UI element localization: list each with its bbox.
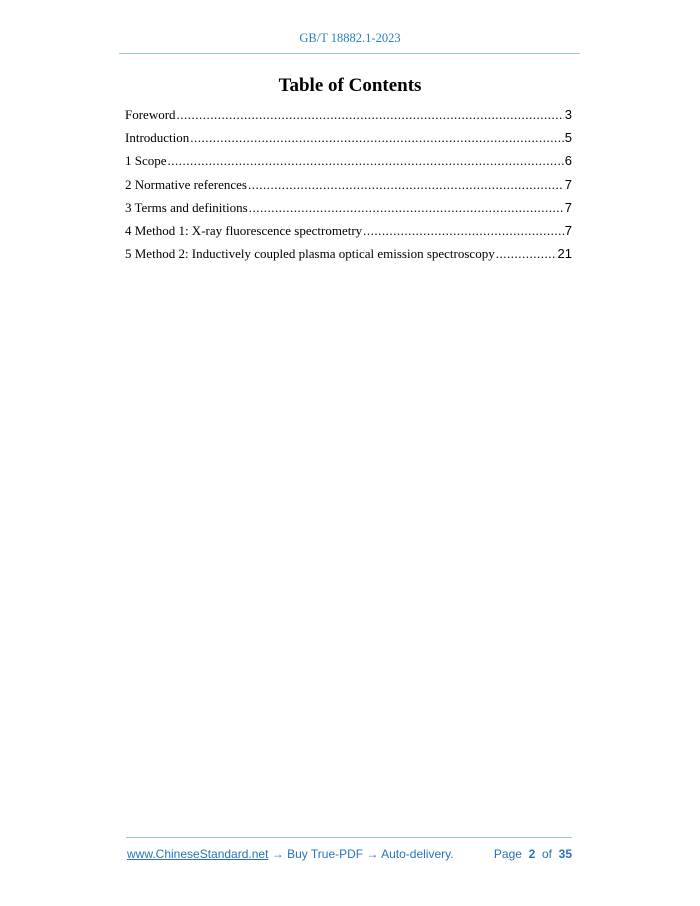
- toc-entry-label: 2 Normative references: [125, 176, 247, 192]
- toc-entry-introduction[interactable]: [125, 130, 572, 153]
- page-indicator: [494, 847, 572, 861]
- toc-entry-terms-and-definitions[interactable]: [125, 200, 572, 223]
- toc-leader-dots: [248, 177, 564, 193]
- toc-entry-page: 7: [564, 176, 572, 192]
- document-header: GB/T 18882.1-2023: [299, 31, 401, 45]
- header-divider: [119, 53, 580, 54]
- toc-entry-method-2[interactable]: [125, 246, 572, 269]
- toc-title: Table of Contents: [278, 75, 422, 96]
- toc-leader-dots: [177, 107, 564, 123]
- toc-entry-label: 3 Terms and definitions: [125, 199, 248, 215]
- toc-entry-foreword[interactable]: [125, 107, 572, 130]
- of-word: of: [541, 847, 552, 861]
- page-footer: [127, 847, 572, 861]
- toc-entry-page: 7: [564, 199, 572, 215]
- total-pages-number: 35: [558, 847, 572, 861]
- table-of-contents: [125, 107, 572, 269]
- current-page-number: 2: [528, 847, 536, 861]
- toc-entry-method-1[interactable]: [125, 223, 572, 246]
- toc-entry-page: 7: [564, 222, 572, 238]
- website-link[interactable]: www.ChineseStandard.net: [127, 847, 269, 861]
- toc-entry-label: 1 Scope: [125, 153, 167, 169]
- footer-tagline: → Buy True-PDF → Auto-delivery.: [268, 847, 454, 861]
- toc-entry-label: Foreword: [125, 107, 176, 122]
- toc-leader-dots: [363, 223, 564, 239]
- toc-entry-label: 5 Method 2: Inductively coupled plasma optical emission spectroscopy: [125, 246, 495, 262]
- toc-leader-dots: [168, 153, 564, 169]
- toc-entry-label: Introduction: [125, 130, 190, 146]
- toc-entry-page: 21: [557, 246, 572, 262]
- toc-entry-page: 6: [564, 153, 572, 169]
- toc-entry-page: 5: [564, 130, 572, 146]
- toc-entry-label: 4 Method 1: X-ray fluorescence spectrometry: [125, 222, 363, 238]
- footer-promo: [127, 847, 454, 861]
- toc-entry-normative-references[interactable]: [125, 177, 572, 200]
- toc-leader-dots: [249, 200, 564, 216]
- page-word: Page: [493, 847, 522, 861]
- footer-divider: [126, 837, 572, 838]
- toc-entry-scope[interactable]: [125, 153, 572, 176]
- toc-entry-page: 3: [564, 107, 572, 122]
- toc-leader-dots: [190, 130, 564, 146]
- toc-leader-dots: [496, 246, 557, 262]
